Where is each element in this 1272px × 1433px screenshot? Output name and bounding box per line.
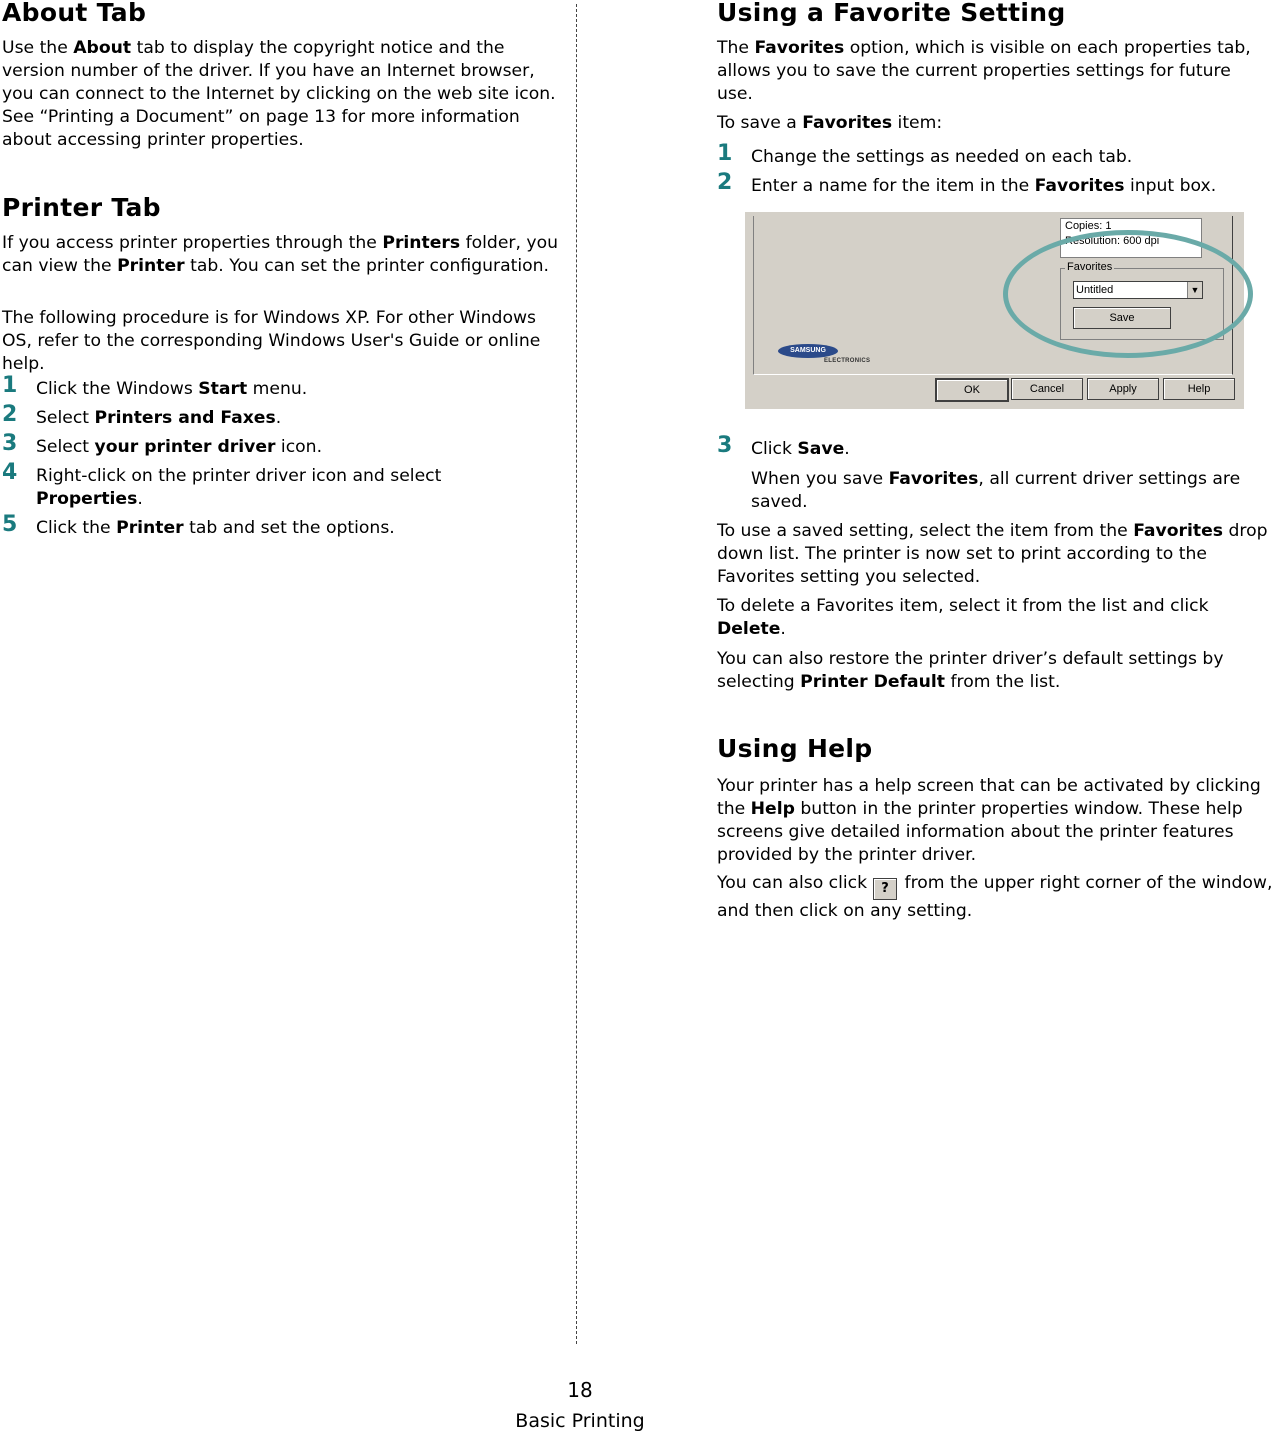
favorite-step: 2 Enter a name for the item in the Favorites input box. [717, 170, 1217, 196]
favorites-value: Untitled [1076, 284, 1114, 296]
save-result-note: When you save Favorites, all current driver settings are saved. [751, 469, 1241, 512]
printer-tab-heading: Printer Tab [2, 193, 161, 222]
use-saved-setting-paragraph: To use a saved setting, select the item from the Favorites drop down list. The printer is now set to print according to the Favorites setting you selected. [717, 521, 1268, 587]
printer-tab-paragraph: If you access printer properties through the Printers folder, you can view the Printer tab. You can set the printer configuration. [2, 233, 558, 276]
printer-step: 5 Click the Printer tab and set the options. [2, 512, 395, 538]
save-button[interactable]: Save [1073, 307, 1171, 329]
printer-step: 1 Click the Windows Start menu. [2, 373, 308, 399]
restore-default-paragraph: You can also restore the printer driver’s default settings by selecting Printer Default from the list. [717, 649, 1224, 692]
favorite-step: 3 Click Save. [717, 433, 850, 459]
printer-step: 4 Right-click on the printer driver icon and select Properties. [2, 460, 442, 509]
help-paragraph: Your printer has a help screen that can be activated by clicking the Help button in the printer properties window. These help screens give detailed information about the printer features provided by the printer driver. [717, 776, 1261, 865]
help-button[interactable]: Help [1163, 378, 1235, 400]
samsung-logo-subtitle: ELECTRONICS [824, 358, 871, 364]
printer-properties-dialog [745, 212, 1244, 409]
apply-button[interactable]: Apply [1087, 378, 1159, 400]
cancel-button[interactable]: Cancel [1011, 378, 1083, 400]
favorite-intro-paragraph: The Favorites option, which is visible on each properties tab, allows you to save the current properties settings for future use. [717, 38, 1251, 104]
help-icon-paragraph: You can also click ? from the upper right corner of the window, and then click on any setting. [717, 873, 1272, 921]
save-favorite-intro: To save a Favorites item: [717, 113, 943, 133]
favorite-setting-heading: Using a Favorite Setting [717, 0, 1066, 27]
chevron-down-icon[interactable]: ▼ [1187, 282, 1202, 298]
column-divider [576, 4, 577, 1344]
printer-step: 3 Select your printer driver icon. [2, 431, 323, 457]
favorites-group-label: Favorites [1067, 261, 1113, 273]
highlight-ellipse [1003, 230, 1253, 358]
help-question-icon: ? [873, 878, 897, 900]
copies-readout: Copies: 1 [1065, 220, 1112, 232]
printer-step: 2 Select Printers and Faxes. [2, 402, 282, 428]
ok-button[interactable]: OK [935, 378, 1009, 402]
resolution-readout: Resolution: 600 dpi [1065, 235, 1160, 247]
page-number: 18 [567, 1378, 593, 1402]
printer-steps-list [2, 373, 522, 540]
using-help-heading: Using Help [717, 734, 873, 763]
about-tab-paragraph: Use the About tab to display the copyright notice and the version number of the driver. If you have an Internet browser, you can connect to the Internet by clicking on the web site icon. See “Printing a Document” on page 13 for more information about accessing printer properties. [2, 38, 556, 150]
favorite-step: 1 Change the settings as needed on each tab. [717, 141, 1133, 167]
footer-section-title: Basic Printing [515, 1410, 645, 1432]
samsung-logo: SAMSUNG [778, 344, 838, 358]
about-tab-heading: About Tab [2, 0, 147, 27]
delete-favorite-paragraph: To delete a Favorites item, select it from the list and click Delete. [717, 596, 1209, 639]
windows-note-paragraph: The following procedure is for Windows XP. For other Windows OS, refer to the corresponding Windows User's Guide or online help. [2, 308, 541, 374]
